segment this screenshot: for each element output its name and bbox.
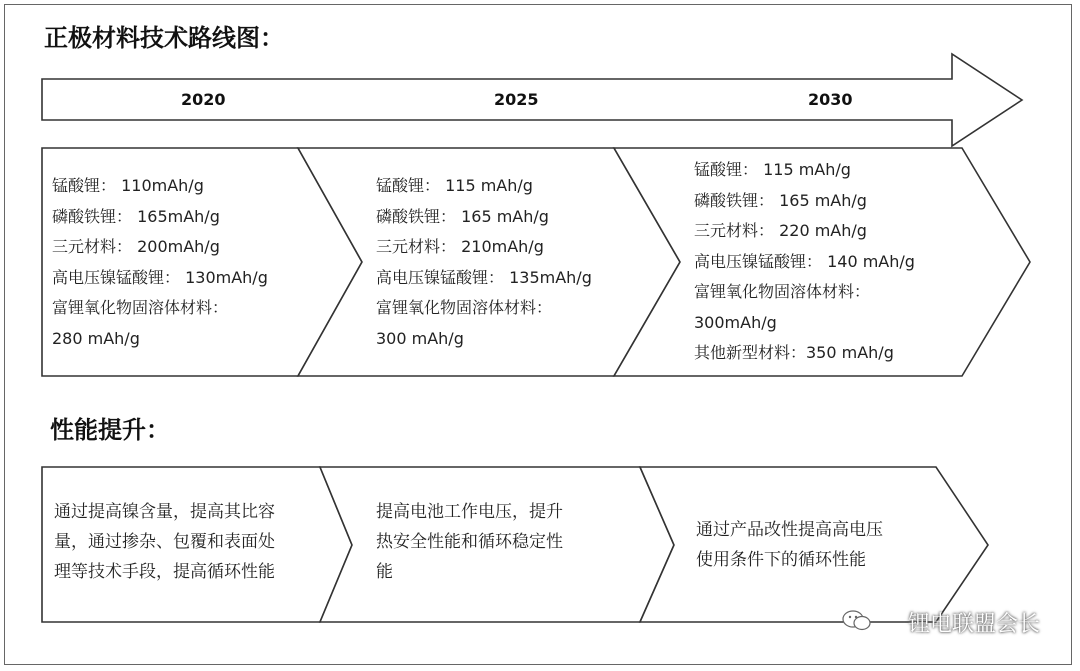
perf-3-line: 通过产品改性提高高电压: [696, 520, 883, 540]
perf-2-line: 能: [376, 562, 393, 582]
stage-2020-line: 280 mAh/g: [52, 328, 140, 348]
stage-2030-line: 三元材料： 220 mAh/g: [694, 221, 867, 240]
perf-2-line: 热安全性能和循环稳定性: [376, 532, 563, 552]
stage-2025-text: [376, 171, 592, 354]
stage-2030-text: [694, 155, 915, 369]
year-2025-label: 2025: [494, 90, 539, 109]
stage-2025-line: 富锂氧化物固溶体材料：: [376, 298, 553, 317]
perf-1-line: 量，通过掺杂、包覆和表面处: [54, 532, 275, 552]
stage-2025-line: 磷酸铁锂： 165 mAh/g: [376, 206, 549, 226]
stage-2020-text: [52, 171, 268, 354]
perf-2-line: 提高电池工作电压，提升: [376, 502, 563, 522]
stage-2030-line: 高电压镍锰酸锂： 140 mAh/g: [694, 251, 915, 271]
perf-1-line: 理等技术手段，提高循环性能: [54, 562, 275, 582]
stage-2020-line: 高电压镍锰酸锂： 130mAh/g: [52, 267, 268, 287]
year-2020-label: 2020: [181, 90, 226, 109]
perf-3-line: 使用条件下的循环性能: [696, 550, 866, 570]
stage-2025-line: 三元材料： 210mAh/g: [376, 237, 544, 256]
stage-2020-line: 锰酸锂： 110mAh/g: [52, 176, 204, 195]
stage-2030-line: 300mAh/g: [694, 312, 777, 332]
stage-2025-line: 锰酸锂： 115 mAh/g: [376, 176, 533, 195]
perf-text-3: [696, 515, 956, 575]
roadmap-title: 正极材料技术路线图：: [44, 24, 284, 52]
stage-2020-line: 磷酸铁锂： 165mAh/g: [52, 206, 220, 226]
perf-1-line: 通过提高镍含量，提高其比容: [54, 502, 275, 522]
stage-2030-line: 磷酸铁锂： 165 mAh/g: [694, 190, 867, 210]
stage-2030-line: 锰酸锂： 115 mAh/g: [694, 160, 851, 179]
stage-2025-line: 高电压镍锰酸锂： 135mAh/g: [376, 267, 592, 287]
stage-2025-line: 300 mAh/g: [376, 328, 464, 348]
perf-text-2: [376, 497, 636, 587]
wechat-icon: [842, 609, 872, 631]
year-2030-label: 2030: [808, 90, 853, 109]
stage-2020-line: 三元材料： 200mAh/g: [52, 237, 220, 256]
stage-2020-line: 富锂氧化物固溶体材料：: [52, 298, 229, 317]
stage-2030-line: 富锂氧化物固溶体材料：: [694, 282, 871, 301]
stage-2030-line: 其他新型材料：350 mAh/g: [694, 343, 894, 362]
perf-text-1: [54, 497, 324, 587]
watermark-text: 锂电联盟会长: [907, 612, 1040, 637]
performance-title: 性能提升：: [50, 416, 170, 444]
